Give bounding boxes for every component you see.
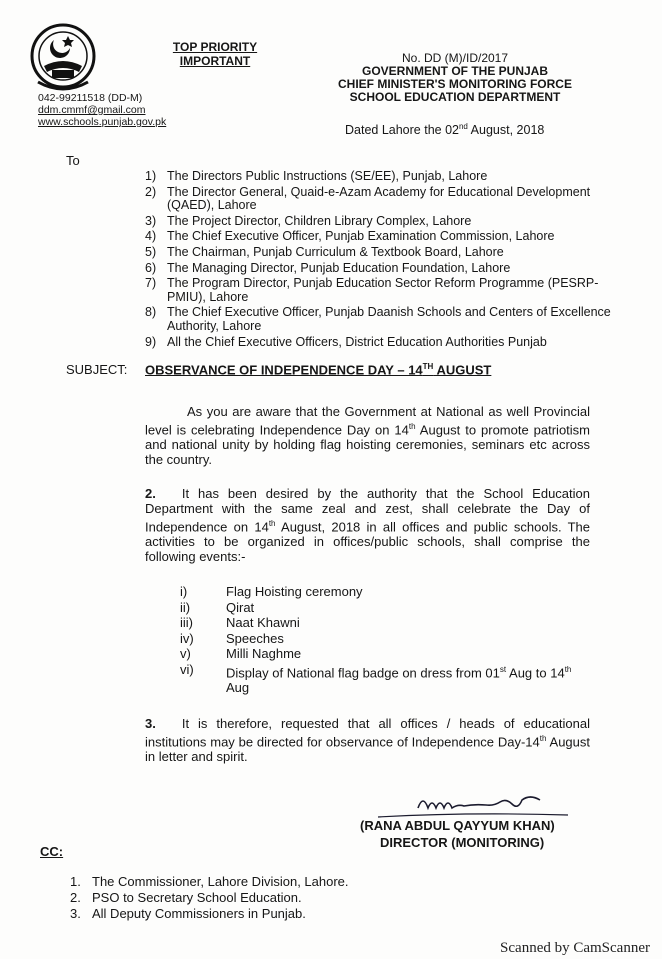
priority-line-2: IMPORTANT	[179, 54, 251, 68]
p2-sup: th	[268, 519, 276, 528]
org-line-1: GOVERNMENT OF THE PUNJAB	[361, 64, 548, 78]
list-item	[70, 890, 349, 906]
item-number: 7)	[145, 276, 157, 291]
priority-line-1: TOP PRIORITY	[172, 40, 258, 54]
paragraph-number: 3.	[145, 716, 156, 731]
date-sup: nd	[458, 122, 468, 131]
item-number: 2.	[70, 890, 81, 905]
item-text: Qirat	[226, 599, 255, 615]
item-number: i)	[180, 584, 188, 599]
list-item	[180, 646, 590, 662]
handwritten-signature	[358, 790, 578, 820]
e6-sup1: st	[499, 664, 507, 674]
list-item	[145, 277, 615, 304]
p1-a: As you are aware that the Government at National as well Provincial level is celebrating Independence Day on 14	[145, 404, 590, 438]
item-number: iv)	[180, 630, 194, 646]
list-item	[145, 186, 615, 213]
item-text: All Deputy Commissioners in Punjab.	[92, 906, 306, 921]
item-text: All the Chief Executive Officers, District Education Authorities Punjab	[167, 334, 547, 349]
subject-suffix: AUGUST	[433, 362, 492, 378]
item-text: Milli Naghme	[226, 646, 302, 661]
list-item	[180, 584, 590, 600]
item-text: Flag Hoisting ceremony	[226, 584, 363, 599]
item-text: The Program Director, Punjab Education Sector Reform Programme (PESRP-PMIU), Lahore	[167, 276, 599, 304]
p3-a: It is therefore, requested that all offices / heads of educational institutions may be directed for observance of Independence Day-14	[145, 716, 590, 750]
p3-b: August in letter and spirit.	[145, 734, 590, 765]
date-suffix: August, 2018	[467, 123, 545, 138]
email-address[interactable]: ddm.cmmf@gmail.com	[38, 104, 146, 116]
org-line-2: CHIEF MINISTER'S MONITORING FORCE	[338, 77, 572, 91]
priority-stamp	[160, 40, 270, 68]
item-number: 9)	[145, 334, 157, 349]
list-item	[145, 170, 615, 184]
cc-list	[70, 874, 349, 922]
list-item	[180, 631, 590, 647]
scanner-watermark: Scanned by CamScanner	[500, 940, 650, 956]
p2-b: August, 2018 in all offices and public schools. The activities to be organized in offices/public schools, shall comprise the following events:-	[145, 519, 590, 565]
e6-a: Display of National flag badge on dress from 01	[226, 664, 500, 680]
letterhead	[330, 52, 580, 104]
signatory-title: DIRECTOR (MONITORING)	[380, 835, 545, 850]
events-list	[180, 584, 590, 696]
item-number: 6)	[145, 260, 157, 275]
item-text: The Chief Executive Officer, Punjab Examination Commission, Lahore	[167, 229, 555, 244]
item-number: ii)	[180, 599, 191, 615]
cc-label: CC:	[40, 844, 64, 859]
item-text: PSO to Secretary School Education.	[92, 890, 302, 905]
reference-number: No. DD (M)/ID/2017	[401, 51, 509, 65]
p1-sup: th	[408, 422, 416, 431]
paragraph-2	[145, 486, 590, 564]
e6-sup2: th	[564, 664, 572, 674]
item-text: The Director General, Quaid-e-Azam Academy for Educational Development (QAED), Lahore	[167, 184, 591, 213]
item-number: 1)	[145, 169, 157, 183]
subject-label: SUBJECT:	[66, 362, 128, 377]
item-text: Naat Khawni	[226, 615, 300, 630]
item-number: 3)	[145, 213, 157, 228]
item-number: 8)	[145, 305, 157, 320]
e6-b: Aug to 14	[506, 664, 565, 680]
subject-text	[145, 362, 491, 377]
paragraph-3	[145, 716, 590, 764]
list-item	[145, 246, 615, 260]
item-number: 4)	[145, 229, 157, 244]
paragraph-number: 2.	[145, 486, 156, 501]
list-item	[145, 215, 615, 229]
item-text: The Chairman, Punjab Curriculum & Textbook Board, Lahore	[167, 244, 504, 259]
subject-sup: TH	[422, 362, 434, 371]
list-item	[180, 600, 590, 616]
item-text: The Project Director, Children Library Complex, Lahore	[167, 213, 472, 228]
item-text: The Chief Executive Officer, Punjab Daanish Schools and Centers of Excellence Authority, Lahore	[167, 305, 611, 333]
org-line-3: SCHOOL EDUCATION DEPARTMENT	[349, 90, 561, 104]
item-text: Speeches	[226, 630, 284, 646]
item-number: 5)	[145, 244, 157, 259]
list-item	[145, 306, 615, 333]
item-number: v)	[180, 646, 191, 661]
subject-prefix: OBSERVANCE OF INDEPENDENCE DAY – 14	[145, 362, 423, 378]
item-text: The Directors Public Instructions (SE/EE), Punjab, Lahore	[167, 169, 488, 183]
list-item	[180, 662, 590, 696]
list-item	[70, 874, 349, 890]
website-link[interactable]: www.schools.punjab.gov.pk	[38, 116, 167, 128]
p2-a: It has been desired by the authority that the School Education Department with the same zeal and zest, shall celebrate the Day of Independence on 14	[145, 486, 590, 535]
item-number: 2)	[145, 184, 157, 199]
item-number: iii)	[180, 615, 193, 630]
item-number: 3.	[70, 906, 81, 921]
p3-sup: th	[539, 734, 547, 743]
signatory-name: (RANA ABDUL QAYYUM KHAN)	[360, 818, 555, 833]
date-prefix: Dated Lahore the 02	[345, 123, 459, 138]
recipient-list	[145, 170, 615, 351]
list-item	[145, 336, 615, 350]
list-item	[70, 906, 349, 922]
phone-number: 042-99211518 (DD-M)	[38, 92, 143, 104]
e6-c: Aug	[226, 680, 250, 696]
item-text: The Managing Director, Punjab Education Foundation, Lahore	[167, 260, 511, 275]
item-number: 1.	[70, 874, 81, 889]
item-text: The Commissioner, Lahore Division, Lahore.	[92, 874, 349, 889]
date-line	[345, 122, 544, 137]
list-item	[180, 615, 590, 631]
item-number: vi)	[180, 661, 194, 677]
to-label: To	[66, 153, 80, 168]
paragraph-1	[145, 404, 590, 467]
list-item	[145, 262, 615, 276]
contact-block	[38, 92, 166, 128]
p1-b: August to promote patriotism and national unity by holding flag hoisting ceremonies, seminars etc across the country.	[145, 422, 591, 468]
list-item	[145, 230, 615, 244]
government-emblem-logo	[30, 22, 96, 94]
